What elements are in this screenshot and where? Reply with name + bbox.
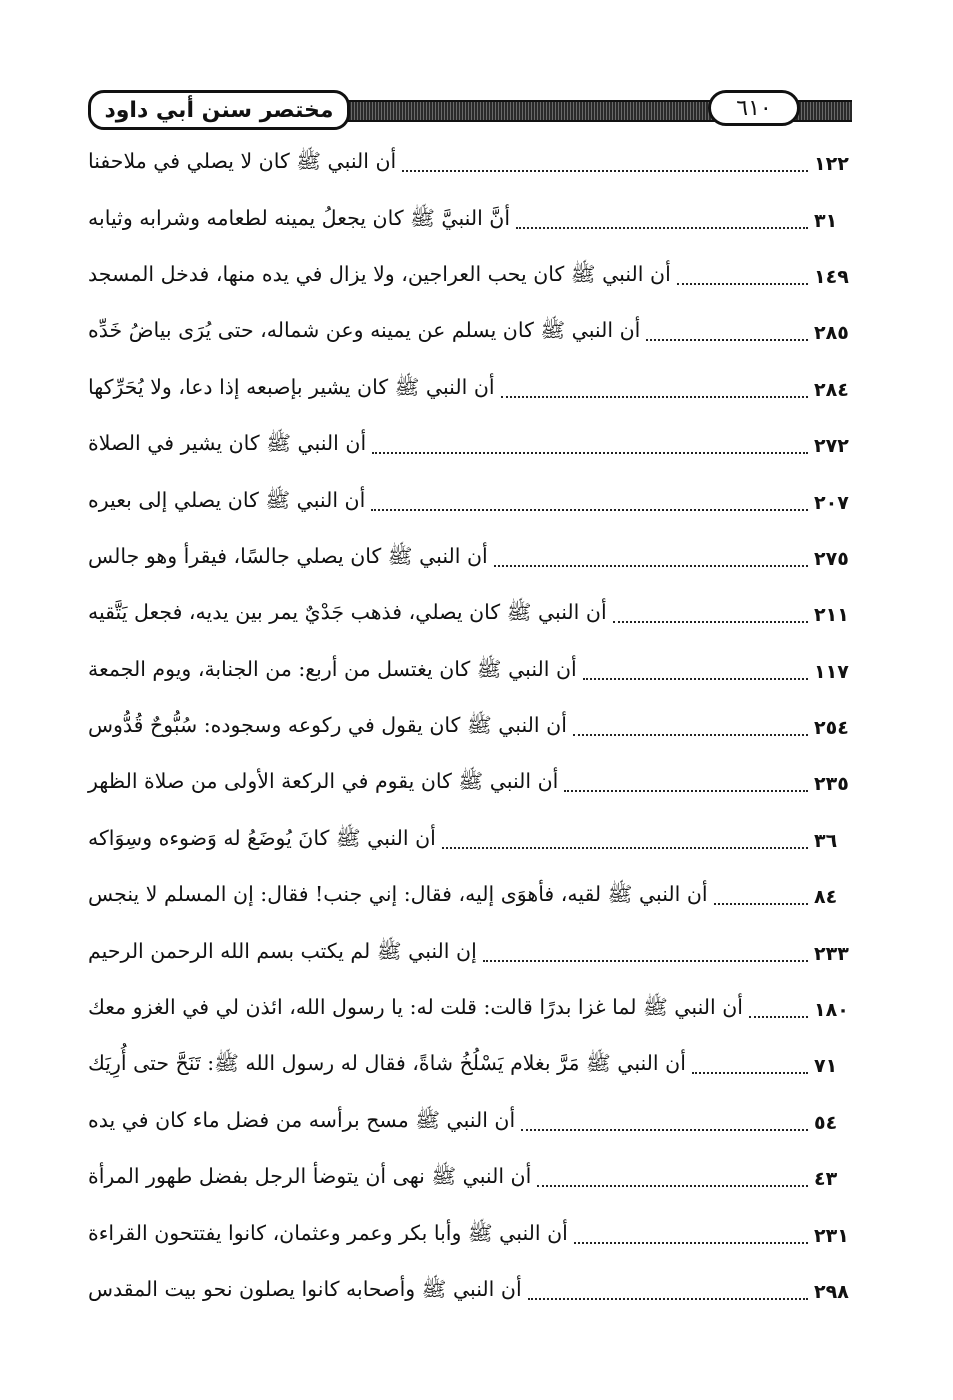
entry-page-number: ٣١ — [814, 209, 838, 232]
entry-page-number: ١١٧ — [814, 660, 849, 683]
leader-dots — [402, 168, 808, 172]
page-header — [88, 88, 860, 136]
index-entry — [88, 136, 860, 192]
entry-text: أن النبي ﷺ كان يسلم عن يمينه وعن شماله، حتى يُرَى بياضُ خَدِّه — [88, 318, 641, 343]
entry-page-number: ٢٨٥ — [814, 322, 849, 345]
leader-dots — [573, 732, 808, 736]
entry-page-number: ٢٨٤ — [814, 378, 849, 401]
index-entry — [88, 474, 860, 530]
entry-page-number: ٣٦ — [814, 829, 838, 852]
index-entry — [88, 869, 860, 925]
entry-text: أن النبي ﷺ كان يصلي، فذهب جَدْيٌ يمر بين يديه، فجعل يَتَّقيه — [88, 600, 607, 625]
index-entry — [88, 982, 860, 1038]
entry-page-number: ٢٥٤ — [814, 717, 849, 740]
page-number: ٦١٠ — [708, 90, 800, 126]
entry-text: أن النبي ﷺ نهى أن يتوضأ الرجل بفضل طهور المرأة — [88, 1164, 532, 1189]
leader-dots — [537, 1183, 808, 1187]
entry-text: أن النبي ﷺ كان يشير بإصبعه إذا دعا، ولا يُحَرِّكها — [88, 374, 495, 399]
entry-page-number: ٨٤ — [814, 886, 838, 909]
index-entry — [88, 531, 860, 587]
entry-text: أن النبي ﷺ كانَ يُوضَعُ له وَضوءه وسِوَاكه — [88, 825, 436, 850]
leader-dots — [692, 1070, 808, 1074]
leader-dots — [528, 1296, 808, 1300]
index-entry — [88, 925, 860, 981]
entry-text: أن النبي ﷺ وأبا بكر وعمر وعثمان، كانوا يفتتحون القراءة — [88, 1220, 568, 1245]
leader-dots — [372, 450, 808, 454]
leader-dots — [564, 788, 808, 792]
entry-text: أن النبي ﷺ وأصحابه كانوا يصلون نحو بيت المقدس — [88, 1277, 522, 1301]
entry-page-number: ٢٣٣ — [814, 942, 849, 965]
leader-dots — [516, 225, 808, 229]
entry-page-number: ٢٣٥ — [814, 773, 849, 796]
entry-text: أن النبي ﷺ لقيه، فأهوَى إليه، فقال: إني جنب! فقال: إن المسلم لا ينجس — [88, 882, 708, 907]
entry-text: أنَّ النبيَّ ﷺ كان يجعلُ يمينه لطعامه وشرابه وثيابه — [88, 205, 511, 230]
leader-dots — [646, 337, 808, 341]
leader-dots — [501, 394, 808, 398]
entry-page-number: ١٤٩ — [814, 265, 849, 288]
index-entry — [88, 1038, 860, 1094]
entry-page-number: ٥٤ — [814, 1111, 838, 1134]
index-entry — [88, 1264, 860, 1320]
index-entry — [88, 587, 860, 643]
leader-dots — [483, 958, 808, 962]
index-entry — [88, 249, 860, 305]
leader-dots — [371, 507, 808, 511]
index-entry — [88, 700, 860, 756]
index-entry — [88, 1151, 860, 1207]
entry-text: أن النبي ﷺ كان يقول في ركوعه وسجوده: سُبُّوحٌ قُدُّوس — [88, 713, 567, 738]
index-entry — [88, 305, 860, 361]
entry-text: أن النبي ﷺ لما غزا بدرًا قالت: قلت له: يا رسول الله، ائذن لي في الغزو معك — [88, 995, 743, 1020]
index-entry — [88, 644, 860, 700]
entry-text: أن النبي ﷺ مسح برأسه من فضل ماء كان في يده — [88, 1107, 516, 1132]
entry-text: أن النبي ﷺ مَرَّ بغلام يَسْلُخُ شاةً، فقال له رسول الله ﷺ: تَنَحَّ حتى أُرِيَك — [88, 1051, 686, 1076]
index-entry — [88, 813, 860, 869]
entry-page-number: ٢٩٨ — [814, 1281, 849, 1303]
leader-dots — [494, 563, 808, 567]
entry-page-number: ١٢٢ — [814, 153, 849, 176]
leader-dots — [677, 281, 808, 285]
leader-dots — [749, 1014, 808, 1018]
book-title: مختصر سنن أبي داود — [88, 90, 350, 130]
index-entry — [88, 362, 860, 418]
entry-page-number: ٢١١ — [814, 604, 849, 627]
entry-page-number: ٢٧٥ — [814, 547, 849, 570]
entry-page-number: ٢٠٧ — [814, 491, 849, 514]
index-entry — [88, 756, 860, 812]
entry-text: أن النبي ﷺ كان لا يصلي في ملاحفنا — [88, 149, 397, 174]
index-entry — [88, 1095, 860, 1151]
entry-text: أن النبي ﷺ كان يقوم في الركعة الأولى من صلاة الظهر — [88, 769, 559, 794]
index-list — [88, 136, 860, 1320]
leader-dots — [583, 676, 808, 680]
entry-page-number: ١٨٠ — [814, 999, 849, 1022]
entry-text: أن النبي ﷺ كان يصلي جالسًا، فيقرأ وهو جالس — [88, 543, 488, 568]
index-entry — [88, 418, 860, 474]
entry-text: أن النبي ﷺ كان يحب العراجين، ولا يزال في يده منها، فدخل المسجد — [88, 261, 671, 286]
entry-text: إن النبي ﷺ لم يكتب بسم الله الرحمن الرحيم — [88, 938, 477, 963]
entry-page-number: ٢٣١ — [814, 1224, 849, 1247]
entry-page-number: ٢٧٢ — [814, 435, 849, 458]
leader-dots — [714, 901, 808, 905]
index-entry — [88, 1207, 860, 1263]
leader-dots — [521, 1127, 808, 1131]
entry-page-number: ٤٣ — [814, 1168, 838, 1191]
entry-text: أن النبي ﷺ كان يغتسل من أربع: من الجنابة، ويوم الجمعة — [88, 656, 577, 681]
entry-page-number: ٧١ — [814, 1055, 838, 1078]
index-entry — [88, 192, 860, 248]
leader-dots — [613, 619, 808, 623]
leader-dots — [574, 1240, 808, 1244]
entry-text: أن النبي ﷺ كان يشير في الصلاة — [88, 431, 367, 456]
entry-text: أن النبي ﷺ كان يصلي إلى بعيره — [88, 487, 366, 512]
leader-dots — [442, 845, 808, 849]
